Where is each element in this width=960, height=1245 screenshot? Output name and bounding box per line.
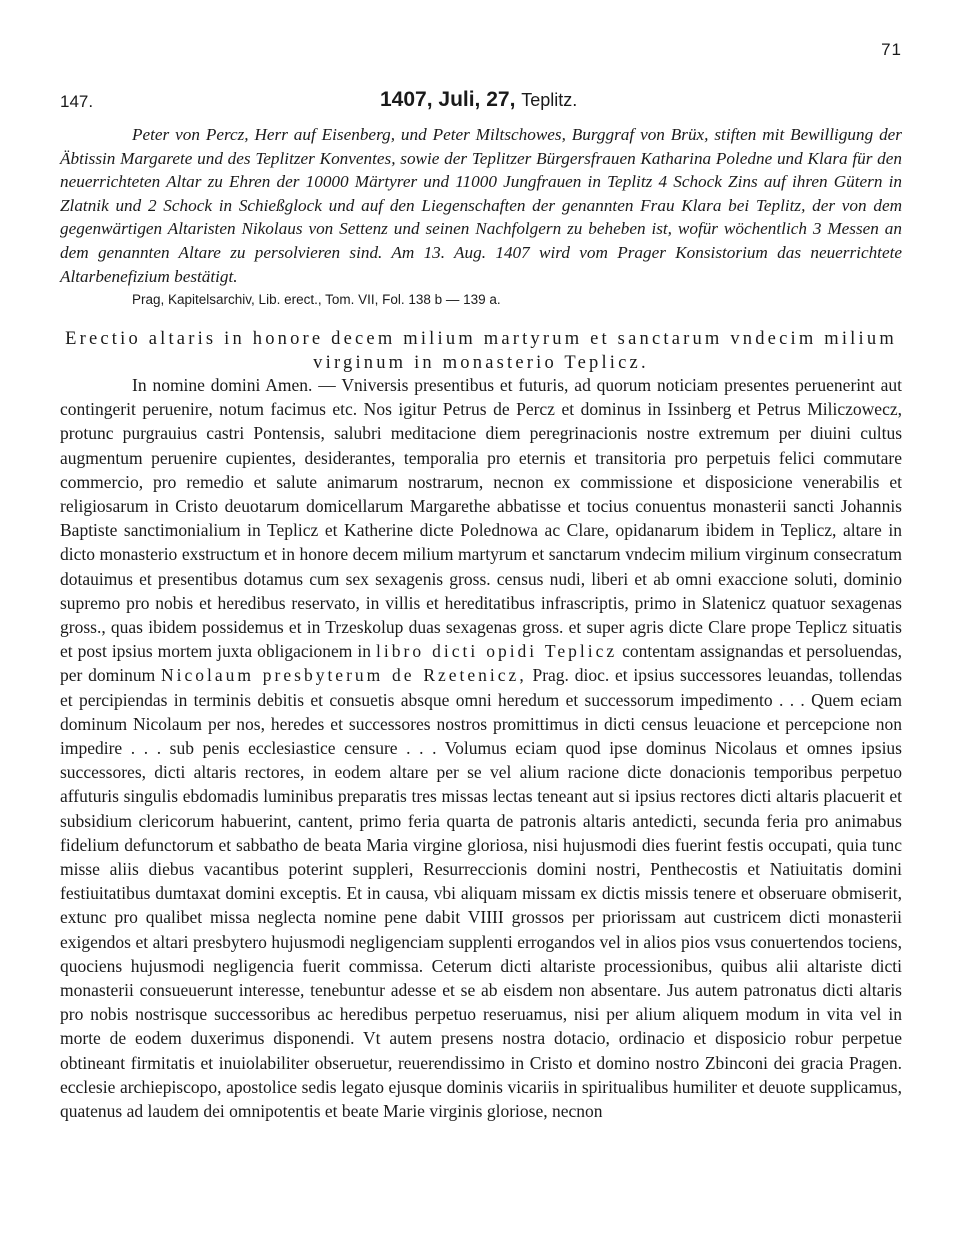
charter-heading: Erectio altaris in honore decem milium martyrum et sanctarum vndecim milium virginum in monasterio Teplicz. <box>65 329 897 373</box>
charter-text-part-1: In nomine domini Amen. — Vniversis presentibus et futuris, ad quorum noticiam presentes peruenerint aut contingerit peruenire, notum facimus etc. Nos igitur Petrus de Percz et dominus in Issinberg et Petrus Miliczowecz, protunc purgrauius castri Pontensis, salubri meditacione diem peregrinacionis nostre extremum per diuini cultus augmentum peruenire cupientes, desiderantes, temporalia pro eternis et transitoria pro perpetuis felici commutare commercio, pro remedio et salute animarum nostrarum, necnon ex commissione et disposicione venerabilis et religiosarum in Cristo deuotarum domicellarum Margarethe abbatisse et tocius conuentus monasterii sancti Johannis Baptiste sanctimonialium in Teplicz et Katherine dicte Polednowa ac Clare, opidanarum ibidem in Teplicz, altare in dicto monasterio exstructum et in honore decem milium martyrum et sanctarum vndecim milium virginum consecratum dotauimus et presentibus dotamus cum sex sexagenis gross. census nudi, liberi et ab omni exaccione soluti, dominio supremo pro nobis et heredibus reservato, in villis et hereditatibus infrascriptis, primo in Slatenicz quatuor sexagenas gross., quas ibidem possidemus et in Trzeskolup duas sexagenas gross. et super agris dicte Clare prope Teplicz situatis et post ipsius mortem juxta obligacionem in <box>60 375 902 662</box>
charter-text-part-3: Prag. dioc. et ipsius successores leuandas, tollendas et percipiendas in terminis debitis et consuetis absque omni heredum et successorum impedimento . . . Quem eciam dominum Nicolaum per nos, heredes et successores nostros promittimus in dicti census leuacione et percepcione non impedire . . . sub penis ecclesiastice censure . . . Volumus eciam quod ipse dominus Nicolaus et omnes ipsius successores, dicti altaris rectores, in eodem altare per se vel alium racione dicte donacionis temporibus perpetuo affuturis singulis ebdomadis luminibus preparatis tres missas lectas teneant aut si ipsius rectores dicti altaris placuerit et subsidium clericorum habuerint, cantent, primo feria quarta de patronis altaris antedicti, secunda feria pro animabus fidelium defunctorum et sabbatho de beata Maria virgine gloriosa, nisi hujusmodi dies fuerint festis occupati, quia tunc misse aliis diebus vacantibus poterint suppleri, Resurreccionis domini nostri, Penthecostis et Natiuitatis domini festiuitatibus dumtaxat domini exceptis. Et in causa, vbi aliquam missam ex dictis missis tenere et obseruare obmiserit, extunc pro qualibet missa neglecta nomine pene dabit VIIII grossos per priorissam aut custricem dicti monasterii exigendos et altari presbytero hujusmodi negligenciam supplenti errogandos vel in alios pios vsus conuertendos tociens, quociens hujusmodi negligencia fuerit commissa. Ceterum dicti altariste processionibus, quibus alii altariste dicti monasterii consueuerunt interesse, tenebuntur adesse et se ab eisdem non absentare. Jus autem patronatus dicti altaris pro nobis nostrisque successoribus ac heredibus perpetuo reseruamus, nisi per alium aliquem modum in vita vel in morte de eodem duxerimus disponendi. Vt autem presens nostra dotacio, ordinacio et disposicio robur perpetue obtineant firmitatis et inuiolabiliter obseruetur, reuerendissimo in Cristo et domino nostro Zbinconi dei gracia Pragen. ecclesie archiepiscopo, apostolice sedis legato ejusque dominis vicariis in spiritualibus humiliter et deuote supplicamus, quatenus ad laudem dei omnipotentis et beate Marie virginis gloriose, necnon <box>60 665 903 1122</box>
regest-summary: Peter von Percz, Herr auf Eisenberg, und Peter Miltschowes, Burggraf von Brüx, stiften mit Bewilligung der Äbtissin Margarete und des Teplitzer Konventes, sowie der Teplitzer Bürgersfrauen Katharina Poledne und Klara für den neuerrichteten Altar zu Ehren der 10000 Märtyrer und 11000 Jungfrauen in Teplitz 4 Schock Zins auf ihren Gütern in Zlatnik und 2 Schock in Schießglock und auf den Liegenschaften der genannten Frau Klara bei Teplitz, der von dem gegenwärtigen Altaristen Nikolaus von Settenz und seinen Nachfolgern zu beheben ist, wofür wöchentlich 3 Messen an dem genannten Altare zu persolvieren sind. Am 13. Aug. 1407 wird vom Prager Konsistorium das neuerrichtete Altarbenefizium bestätigt. <box>60 125 902 286</box>
charter-text-spaced-1: libro dicti opidi Teplicz <box>376 641 618 662</box>
charter-text <box>60 373 902 1123</box>
document-number: 147. <box>60 92 94 111</box>
charter-text-spaced-2: Nicolaum presbyterum de Rzetenicz, <box>161 665 527 686</box>
place-text: Teplitz. <box>521 90 578 110</box>
document-date <box>380 88 577 112</box>
page-number: 71 <box>881 40 902 59</box>
document-header <box>60 88 902 114</box>
charter-text-part-2: contentam assignandas et persoluendas, per dominum <box>60 641 903 686</box>
archive-reference: Prag, Kapitelsarchiv, Lib. erect., Tom. VII, Fol. 138 b — 139 a. <box>132 292 501 307</box>
date-text: 1407, Juli, 27, <box>380 88 516 111</box>
